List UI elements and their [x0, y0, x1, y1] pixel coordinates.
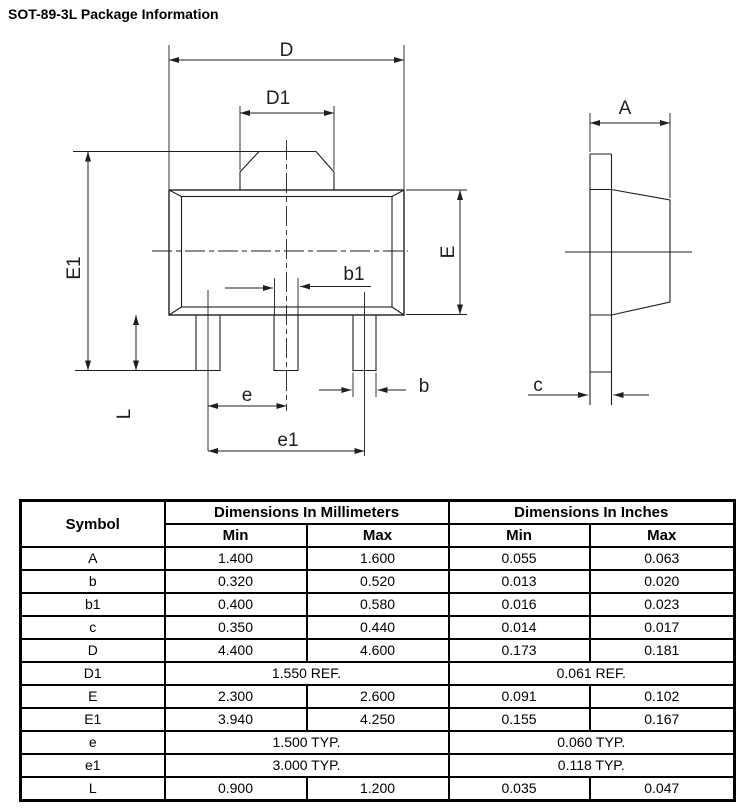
table-row-e1 [21, 754, 735, 777]
symbol-cell: E1 [21, 708, 165, 731]
dim-label-e1: e1 [277, 430, 299, 451]
symbol-cell: e1 [21, 754, 165, 777]
table-row-E1 [21, 708, 735, 731]
mm-max-cell: 4.250 [307, 708, 449, 731]
in-min-cell: 0.016 [449, 593, 590, 616]
table-row-D1 [21, 662, 735, 685]
mm-group-header-cell: Dimensions In Millimeters [165, 501, 449, 525]
dim-label-E1: E1 [64, 256, 85, 280]
body-bevel-bottom-left [169, 307, 182, 315]
lead-2 [274, 315, 298, 371]
dim-label-b: b [418, 376, 430, 397]
dimension-labels [64, 40, 632, 451]
dim-label-D1: D1 [265, 88, 291, 109]
body-bevel-bottom-right [392, 307, 404, 315]
mm-max-cell: 0.520 [307, 570, 449, 593]
symbol-cell: c [21, 616, 165, 639]
symbol-cell: A [21, 547, 165, 570]
in-min-cell: 0.035 [449, 777, 590, 801]
dim-label-b1: b1 [343, 264, 365, 285]
table-row-L [21, 777, 735, 801]
in-min-cell: 0.091 [449, 685, 590, 708]
in-max-cell: 0.181 [590, 639, 735, 662]
table-row-E [21, 685, 735, 708]
in-min-cell: 0.155 [449, 708, 590, 731]
in-max-cell: 0.023 [590, 593, 735, 616]
in-min-cell: 0.013 [449, 570, 590, 593]
body-bevel-top-right [392, 190, 404, 197]
table-row-D [21, 639, 735, 662]
symbol-cell: b1 [21, 593, 165, 616]
dim-label-L: L [114, 408, 135, 420]
mm-max-cell: 1.200 [307, 777, 449, 801]
mm-min-cell: 3.940 [165, 708, 307, 731]
dimensions-table [19, 499, 736, 802]
mm-max-cell: 0.440 [307, 616, 449, 639]
in-min-cell: 0.014 [449, 616, 590, 639]
table-row-A [21, 547, 735, 570]
mm-min-cell: 0.900 [165, 777, 307, 801]
mm-min-cell: 4.400 [165, 639, 307, 662]
in-min-cell: 0.055 [449, 547, 590, 570]
mm-min-cell: 0.320 [165, 570, 307, 593]
in-span-cell: 0.060 TYP. [449, 731, 735, 754]
inches-group-header-cell: Dimensions In Inches [449, 501, 735, 525]
mm-max-cell: 1.600 [307, 547, 449, 570]
table-header [21, 501, 735, 548]
in-max-header-cell: Max [590, 524, 735, 547]
dim-label-E: E [438, 245, 459, 259]
symbol-cell: L [21, 777, 165, 801]
mm-span-cell: 1.550 REF. [165, 662, 449, 685]
in-min-cell: 0.173 [449, 639, 590, 662]
symbol-cell: e [21, 731, 165, 754]
table-body [21, 547, 735, 801]
dim-label-e: e [241, 385, 253, 406]
mm-max-cell: 2.600 [307, 685, 449, 708]
in-max-cell: 0.020 [590, 570, 735, 593]
in-max-cell: 0.017 [590, 616, 735, 639]
in-max-cell: 0.102 [590, 685, 735, 708]
mm-max-header-cell: Max [307, 524, 449, 547]
table-row-b [21, 570, 735, 593]
in-span-cell: 0.118 TYP. [449, 754, 735, 777]
symbol-cell: D1 [21, 662, 165, 685]
mm-min-cell: 0.350 [165, 616, 307, 639]
tab-outline [240, 152, 334, 191]
table-row-e [21, 731, 735, 754]
table-row-c [21, 616, 735, 639]
symbol-cell: b [21, 570, 165, 593]
in-span-cell: 0.061 REF. [449, 662, 735, 685]
dim-label-D: D [279, 40, 294, 61]
in-max-cell: 0.047 [590, 777, 735, 801]
mm-min-cell: 2.300 [165, 685, 307, 708]
table-row-b1 [21, 593, 735, 616]
symbol-cell: E [21, 685, 165, 708]
mm-max-cell: 0.580 [307, 593, 449, 616]
in-max-cell: 0.167 [590, 708, 735, 731]
body-bevel-top-left [169, 190, 182, 197]
mm-span-cell: 3.000 TYP. [165, 754, 449, 777]
page-title: SOT-89-3L Package Information [8, 6, 219, 22]
in-min-header-cell: Min [449, 524, 590, 547]
mm-min-cell: 1.400 [165, 547, 307, 570]
group-header-row [21, 501, 735, 525]
side-view [528, 113, 692, 405]
mm-min-header-cell: Min [165, 524, 307, 547]
in-max-cell: 0.063 [590, 547, 735, 570]
dim-label-c: c [533, 375, 543, 396]
symbol-cell: D [21, 639, 165, 662]
dim-label-A: A [618, 98, 632, 119]
mm-span-cell: 1.500 TYP. [165, 731, 449, 754]
mm-min-cell: 0.400 [165, 593, 307, 616]
mm-max-cell: 4.600 [307, 639, 449, 662]
symbol-header-cell: Symbol [21, 501, 165, 548]
